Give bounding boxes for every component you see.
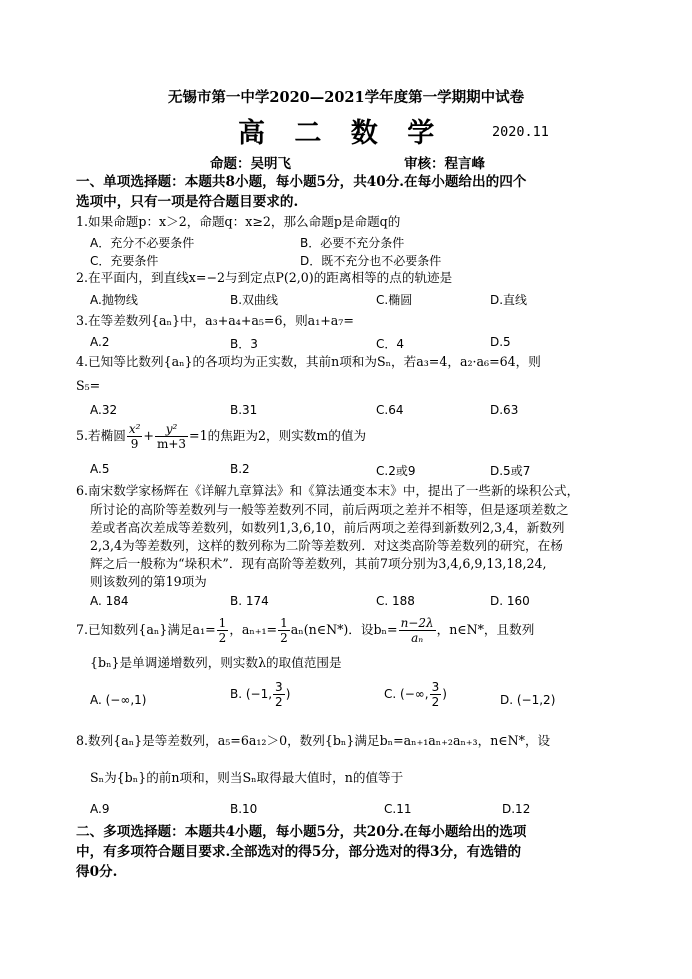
q5-den1: 9 (130, 437, 139, 451)
q5-option-d: D.5或7 (490, 464, 531, 478)
q4-option-c: C.64 (376, 403, 404, 417)
q6-line4: 2,3,4为等差数列，这样的数列称为二阶等差数列．对这类高阶等差数列的研究，在杨 (90, 538, 563, 553)
q7-b-num: 3 (275, 680, 283, 694)
q7-half-num: 1 (280, 616, 288, 630)
section2-line3: 得0分. (76, 864, 118, 880)
q6-option-a: A. 184 (90, 594, 129, 608)
q5-prefix: 5.若椭圆 (76, 428, 126, 443)
q7-c-den: 2 (431, 695, 440, 709)
q3-option-a: A.2 (90, 335, 110, 349)
setter: 命题：吴明飞 (210, 156, 291, 172)
q7-frac-bn (399, 616, 436, 645)
section1-heading (76, 172, 616, 212)
q7-bn-den: aₙ (411, 631, 424, 645)
q2-option-c: C.椭圆 (376, 293, 413, 307)
q2-stem: 2.在平面内，到直线x=−2与到定点P(2,0)的距离相等的点的轨迹是 (76, 270, 453, 285)
subject-title: 高 二 数 学 (238, 118, 445, 149)
q7-b-pre: B. (−1, (230, 687, 273, 701)
q7-prefix: 7.已知数列{aₙ}满足a₁= (76, 622, 216, 637)
q8-option-d: D.12 (502, 802, 531, 816)
q3-stem: 3.在等差数列{aₙ}中，a₃+a₄+a₅=6，则a₁+a₇= (76, 313, 354, 328)
q7-c-pre: C. (−∞, (384, 687, 429, 701)
q7-option-d: D. (−1,2) (500, 693, 556, 707)
q6-option-b: B. 174 (230, 594, 269, 608)
q7-stem (76, 616, 534, 645)
q8-line1: 8.数列{aₙ}是等差数列，a₅=6a₁₂＞0，数列{bₙ}满足bₙ=aₙ₊₁aₙ₊₂aₙ₊₃，n∈N*，设 (76, 733, 551, 748)
section2-heading (76, 822, 616, 882)
q5-y2: y² (155, 422, 188, 437)
q7-a1-den: 2 (218, 631, 227, 645)
section2-line2: 中，有多项符合题目要求.全部选对的得5分，部分选对的得3分，有选错的 (76, 844, 522, 860)
q7-frac-a1 (217, 616, 229, 645)
q1-option-a: A．充分不必要条件 (90, 236, 195, 250)
q7-c-post: ) (442, 687, 447, 701)
q7-a1-num: 1 (218, 616, 227, 630)
q7-half-den: 2 (280, 631, 288, 645)
q6-line5: 辉之后一般称为“垛积术”．现有高阶等差数列，其前7项分别为3,4,6,9,13,18,24, (90, 556, 547, 571)
exam-date: 2020.11 (492, 124, 549, 140)
q6-line6: 则该数列的第19项为 (90, 574, 207, 589)
q6-option-d: D. 160 (490, 594, 530, 608)
q1-option-d: D．既不充分也不必要条件 (300, 254, 442, 268)
q4-option-b: B.31 (230, 403, 258, 417)
q7-line2: {bₙ}是单调递增数列，则实数λ的取值范围是 (90, 655, 342, 670)
q2-option-a: A.抛物线 (90, 293, 138, 307)
q5-option-c: C.2或9 (376, 464, 416, 478)
q2-option-b: B.双曲线 (230, 293, 279, 307)
q1-stem: 1.如果命题p：x＞2，命题q：x≥2，那么命题p是命题q的 (76, 214, 401, 229)
q7-c-frac (430, 680, 442, 709)
q6-line2: 所讨论的高阶等差数列与一般等差数列不同，前后两项之差并不相等，但是逐项差数之 (90, 502, 569, 517)
q5-stem: 5.若椭圆 $\frac{\text{x²}}{9}$ + $\frac{\text{y²}}{m+3}$ =1的焦距为2，则实数m的值为 (76, 422, 367, 451)
q8-line2: Sₙ为{bₙ}的前n项和，则当Sₙ取得最大值时，n的值等于 (90, 770, 404, 785)
q3-option-b: B．3 (230, 337, 258, 351)
q3-option-c: C．4 (376, 337, 405, 351)
q2-option-d: D.直线 (490, 293, 528, 307)
q7-b-frac (273, 680, 285, 709)
q3-option-d: D.5 (490, 335, 511, 349)
q4-option-a: A.32 (90, 403, 118, 417)
q7-option-c (384, 680, 447, 709)
q6-option-c: C. 188 (376, 594, 415, 608)
q1-option-b: B．必要不充分条件 (300, 236, 405, 250)
q5-den2: m+3 (156, 437, 187, 451)
q5-suffix: =1的焦距为2，则实数m的值为 (189, 428, 367, 443)
q7-bn-num: n−2λ (400, 616, 434, 630)
q7-b-post: ) (285, 687, 291, 701)
q4-stem-line1: 4.已知等比数列{aₙ}的各项均为正实数，其前n项和为Sₙ，若a₃=4，a₂·a₆=64，则 (76, 354, 541, 369)
q6-line1: 6.南宋数学家杨辉在《详解九章算法》和《算法通变本末》中，提出了一些新的垛积公式， (76, 483, 580, 498)
school-title: 无锡市第一中学2020—2021学年度第一学期期中试卷 (167, 89, 525, 106)
q7-option-b (230, 680, 290, 709)
q7-b-den: 2 (275, 695, 283, 709)
q4-stem-line2: S₅= (76, 378, 101, 393)
q4-option-d: D.63 (490, 403, 519, 417)
q7-c-num: 3 (431, 680, 440, 694)
q7-option-a: A. (−∞,1) (90, 693, 147, 707)
q8-option-c: C.11 (384, 802, 412, 816)
q7-frac-half (278, 616, 290, 645)
reviewer: 审核：程言峰 (404, 156, 485, 172)
q8-option-a: A.9 (90, 802, 110, 816)
q5-frac-x (127, 422, 143, 451)
q7-mid2: aₙ(n∈N*)．设bₙ= (290, 622, 398, 637)
q5-x2: x² (128, 422, 141, 436)
section1-heading-line1: 一、单项选择题：本题共8小题，每小题5分，共40分.在每小题给出的四个 (76, 174, 527, 190)
section2-line1: 二、多项选择题：本题共4小题，每小题5分，共20分.在每小题给出的选项 (76, 824, 527, 840)
q7-mid: ，aₙ₊₁= (229, 622, 278, 637)
q8-option-b: B.10 (230, 802, 258, 816)
q5-frac-y (155, 422, 188, 451)
q7-suffix: ，n∈N*，且数列 (436, 622, 535, 637)
q1-option-c: C．充要条件 (90, 254, 159, 268)
q6-line3: 差或者高次差成等差数列，如数列1,3,6,10，前后两项之差得到新数列2,3,4，新数列 (90, 520, 565, 535)
q5-option-a: A.5 (90, 462, 110, 476)
section1-heading-line2: 选项中，只有一项是符合题目要求的. (76, 194, 299, 210)
q5-option-b: B.2 (230, 462, 250, 476)
